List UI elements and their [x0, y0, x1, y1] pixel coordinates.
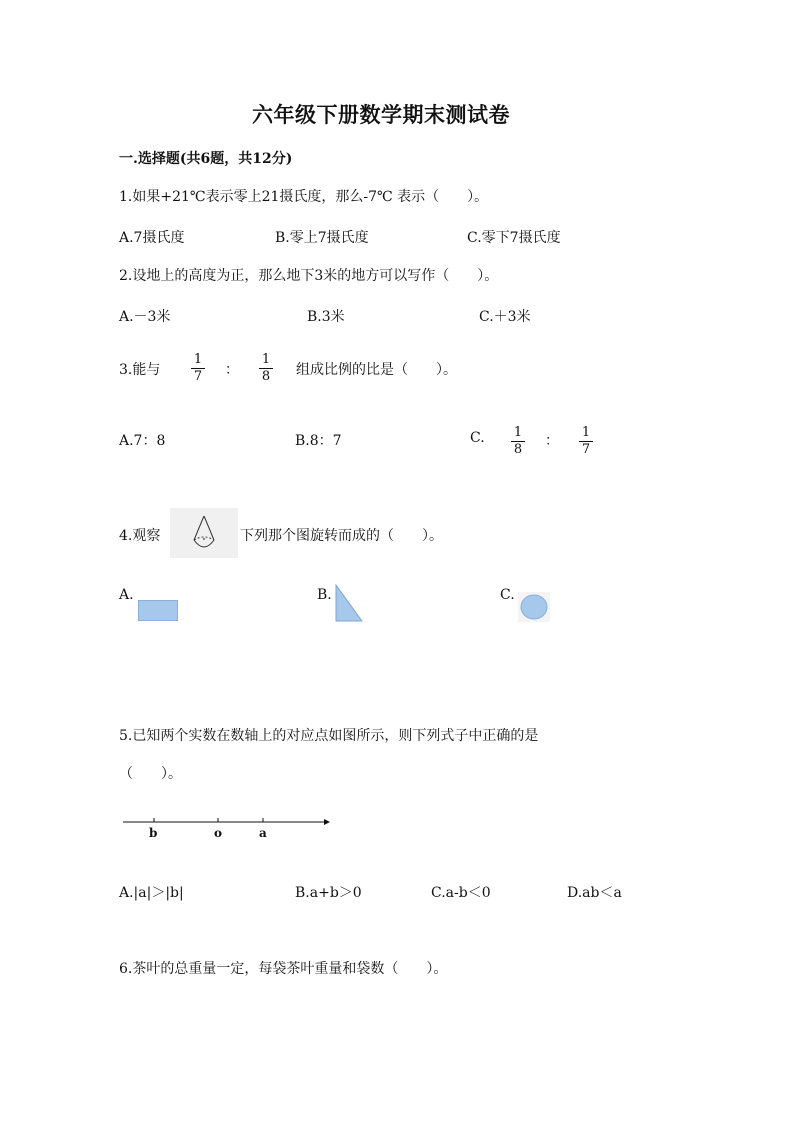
question-2-option-a: A.－3米 — [119, 309, 171, 325]
fraction-denominator: 7 — [193, 369, 203, 384]
question-1-option-c: C.零下7摄氏度 — [467, 230, 561, 246]
page-title: 六年级下册数学期末测试卷 — [252, 102, 510, 127]
question-4-option-c: C. — [500, 587, 515, 603]
question-3-fraction-2 — [258, 352, 274, 385]
number-line — [120, 812, 332, 844]
question-3-option-a: A.7：8 — [119, 433, 166, 449]
circle-shape — [518, 592, 550, 622]
fraction-numerator: 1 — [261, 352, 271, 367]
question-5-option-a: A.|a|＞|b| — [119, 885, 184, 901]
question-2-option-b: B.3米 — [307, 309, 345, 325]
cone-figure — [170, 508, 238, 558]
question-2-option-c: C.＋3米 — [479, 309, 531, 325]
right-triangle-shape — [334, 583, 364, 627]
fraction-numerator: 1 — [193, 352, 203, 367]
question-5-text: 5.已知两个实数在数轴上的对应点如图所示，则下列式子中正确的是 — [119, 728, 539, 744]
question-4-suffix: 下列那个图旋转而成的（ ）。 — [240, 528, 443, 544]
question-1-text: 1.如果+21℃表示零上21摄氏度，那么-7℃ 表示（ ）。 — [119, 189, 489, 205]
question-3-option-c: C. — [470, 430, 485, 446]
fraction-denominator: 8 — [513, 442, 523, 457]
fraction-denominator: 8 — [261, 369, 271, 384]
question-3-option-b: B.8：7 — [295, 433, 342, 449]
question-1-option-b: B.零上7摄氏度 — [275, 230, 369, 246]
question-5-text-continued: （ ）。 — [119, 766, 182, 782]
question-4-prefix: 4.观察 — [119, 528, 161, 544]
question-1-option-a: A.7摄氏度 — [119, 230, 185, 246]
fraction-denominator: 7 — [581, 442, 591, 457]
question-2-text: 2.设地上的高度为正，那么地下3米的地方可以写作（ ）。 — [119, 268, 499, 284]
question-3-colon: ： — [225, 362, 239, 378]
fraction-numerator: 1 — [581, 425, 591, 440]
number-line-label-b: b — [149, 826, 158, 840]
question-3-option-c-fraction-2 — [578, 425, 594, 458]
question-3-prefix: 3.能与 — [119, 362, 161, 378]
question-3-option-c-fraction-1 — [510, 425, 526, 458]
rectangle-shape — [138, 600, 178, 621]
fraction-numerator: 1 — [513, 425, 523, 440]
question-4-option-b: B. — [317, 587, 332, 603]
question-3-suffix: 组成比例的比是（ ）。 — [296, 362, 457, 378]
question-5-option-b: B.a+b＞0 — [295, 885, 362, 901]
question-5-option-c: C.a-b＜0 — [431, 885, 491, 901]
question-3-option-c-colon: ： — [545, 433, 559, 449]
number-line-label-o: o — [214, 826, 223, 840]
section-heading: 一.选择题(共6题，共12分) — [119, 151, 293, 167]
number-line-label-a: a — [259, 826, 267, 840]
question-4-option-a: A. — [119, 587, 134, 603]
question-3-fraction-1 — [190, 352, 206, 385]
question-6-text: 6.茶叶的总重量一定，每袋茶叶重量和袋数（ ）。 — [119, 961, 448, 977]
question-5-option-d: D.ab＜a — [567, 885, 622, 901]
